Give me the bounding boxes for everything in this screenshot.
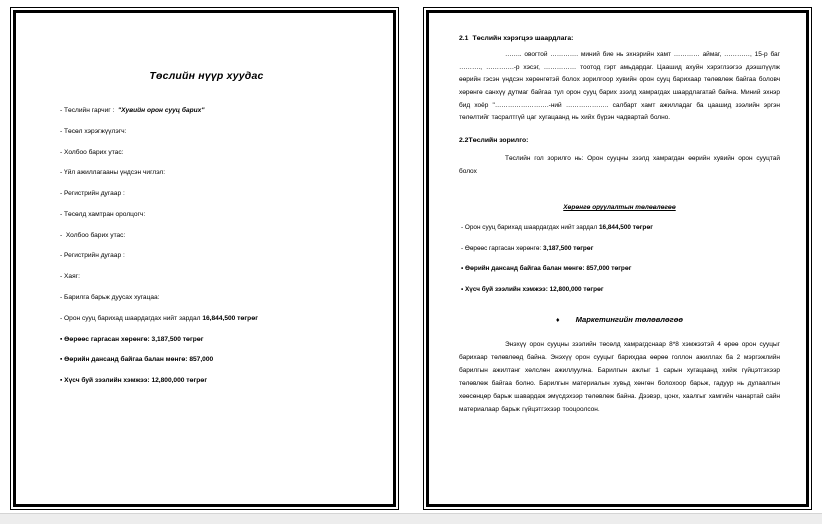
page-1-content [16, 13, 393, 504]
list-item-total-cost [461, 225, 780, 231]
cover-field-label: - Хаяг: [60, 273, 80, 281]
list-item [60, 150, 367, 157]
section-2-2-title: Төслийн зорилго: [468, 137, 529, 145]
list-item-own-capital [461, 246, 780, 252]
list-item-loan-amount [461, 287, 780, 293]
list-item [60, 129, 367, 136]
cover-field-amount: 857,000 [189, 356, 214, 364]
cover-field-label: - Төсөл хэрэгжүүлэгч: [60, 127, 127, 135]
list-item [60, 108, 367, 115]
document-page-2 [423, 7, 812, 510]
finance-amount: 857,000 төгрөг [586, 265, 632, 273]
cover-field-list [46, 108, 367, 385]
cover-field-amount: 3,187,500 төгрөг [151, 335, 204, 343]
section-2-1-paragraph: …….. овогтой …………. миний бие нь эхнэрийн хамт ………… аймаг, …………, 15-р баг ………., ………….-р хэсэг, …………… тоотод гэрт амьдардаг. Цаашид ахуйн хэрэглээгээ дээшлүүлж өөрийн гэсэн үндсэн хөрөнгөтэй болох зорилгоор хувийн орон сууц барихаар төлөвлөж байгаа боловч хөрөнгө санхүү дутмаг байгаа тул орон сууц барих зээлд хамрагдах шаардлагатай байна. Миний эхнэр бид хоёр "…………………….-ний ……………….. салбарт хамт ажилладаг ба цаашид зээлийн эргэн төлөлтийг тасралтгүй цаг хугацаанд нь хийх бүрэн чадвартай болно. [459, 51, 780, 122]
cover-field-label: ▪ Өөрийн дансанд байгаа балан мөнгө: [60, 356, 190, 364]
finance-amount: 12,800,000 төгрөг [549, 285, 604, 293]
list-item [60, 191, 367, 198]
finance-amount: 3,187,500 төгрөг [542, 244, 594, 252]
cover-page-title: Төслийн нүүр хуудас [149, 70, 264, 82]
investment-plan-heading: Хөрөнгө оруулалтын төлөвлөгөө [563, 204, 676, 212]
finance-label: ▪ Хүсч буй зээлийн хэмжээ: [461, 285, 550, 293]
cover-field-label: ▪ Өөрөөс гаргасан хөрөнгө: [60, 335, 152, 343]
finance-label: ▪ Өөрийн дансанд байгаа балан мөнгө: [461, 265, 587, 273]
cover-field-label: - Регистрийн дугаар : [60, 252, 125, 260]
cover-field-value: "Хувийн орон сууц барих" [118, 107, 205, 114]
list-item [60, 212, 367, 219]
cover-field-label: ▪ Хүсч буй зээлийн хэмжээ: [60, 377, 152, 385]
list-item-loan-amount [60, 378, 367, 385]
cover-field-label: - Үйл ажиллагааны үндсэн чиглэл: [60, 169, 166, 177]
list-item [60, 253, 367, 260]
cover-field-label: - Барилга барьж дуусах хугацаа: [60, 294, 160, 302]
page-2-border-inner [426, 10, 809, 507]
page-slot-right [411, 0, 822, 524]
section-2-1-heading [459, 35, 780, 42]
cover-field-amount: 12,800,000 төгрөг [151, 377, 208, 385]
marketing-plan-paragraph: Энэхүү орон сууцны зээлийн төсөлд хамрагдснаар 8*8 хэмжээтэй 4 өрөө орон сууцыг барихаар төлөвлөөд байна. Энэхүү орон сууцыг барихдаа өөрөө голлон ажиллах ба 2 мэргэжлийн барилгын ажилтанг хөлслөн ажиллуулна. Барилгын ажлыг 1 сарын хугацаанд хийж гүйцэтгэхээр төлөвлөж байгаа болно. Барилгын материалын хувьд хөнгөн болохоор барьж, гадуур нь дулаалгын хөөсөнцөр барьж шавардаж эмүсдэхээр төлөвлөж байна. Дээвэр, цонх, хаалгыг хамгийн чанартай сайн материалаар барьж гүйцэтгэхээр тооцоолсон. [459, 341, 780, 413]
finance-label: - Орон сууц барихад шаардагдах нийт зардал [461, 224, 599, 232]
section-2-2-number: 2.2 [459, 137, 469, 145]
cover-field-label: - Төслийн гарчиг : [60, 107, 119, 114]
list-item [60, 170, 367, 177]
investment-plan-list [461, 225, 780, 293]
section-2-1-number: 2.1 [459, 35, 469, 42]
finance-amount: 16,844,500 төгрөг [598, 224, 653, 232]
list-item-account-balance [60, 357, 367, 364]
list-item [60, 274, 367, 281]
marketing-plan-heading [459, 315, 780, 324]
list-item-own-capital [60, 337, 367, 344]
viewer-bottom-strip [0, 513, 822, 524]
document-page-1 [10, 7, 399, 510]
section-2-1-title: Төслийн хэрэгцээ шаардлага: [472, 35, 574, 42]
cover-field-label: - Төсөлд хамтран оролцогч: [60, 210, 146, 218]
page-2-content [429, 13, 806, 504]
section-2-2-heading [459, 137, 780, 144]
marketing-plan-title: Маркетингийн төлөвлөгөө [575, 315, 683, 324]
section-2-2-paragraph: Төслийн гол зорилго нь: Орон сууцны зээлд хамрагдан өөрийн хувийн орон сууцтай болох [459, 155, 780, 175]
cover-field-label: - Холбоо барих утас: [60, 148, 124, 156]
list-item-account-balance [461, 266, 780, 272]
cover-field-amount: 16,844,500 төгрөг [202, 314, 258, 322]
list-item-total-cost [60, 316, 367, 323]
cover-field-label: - Регистрийн дугаар : [60, 190, 125, 198]
list-item [60, 295, 367, 302]
diamond-bullet-icon: ♦ [556, 317, 560, 324]
finance-label: - Өөрөөс гаргасан хөрөнгө: [461, 244, 543, 252]
cover-field-label: - Холбоо барих утас: [60, 231, 126, 239]
page-1-border-inner [13, 10, 396, 507]
list-item [60, 233, 367, 240]
cover-field-label: - Орон сууц барихад шаардагдах нийт зардал [60, 314, 203, 322]
